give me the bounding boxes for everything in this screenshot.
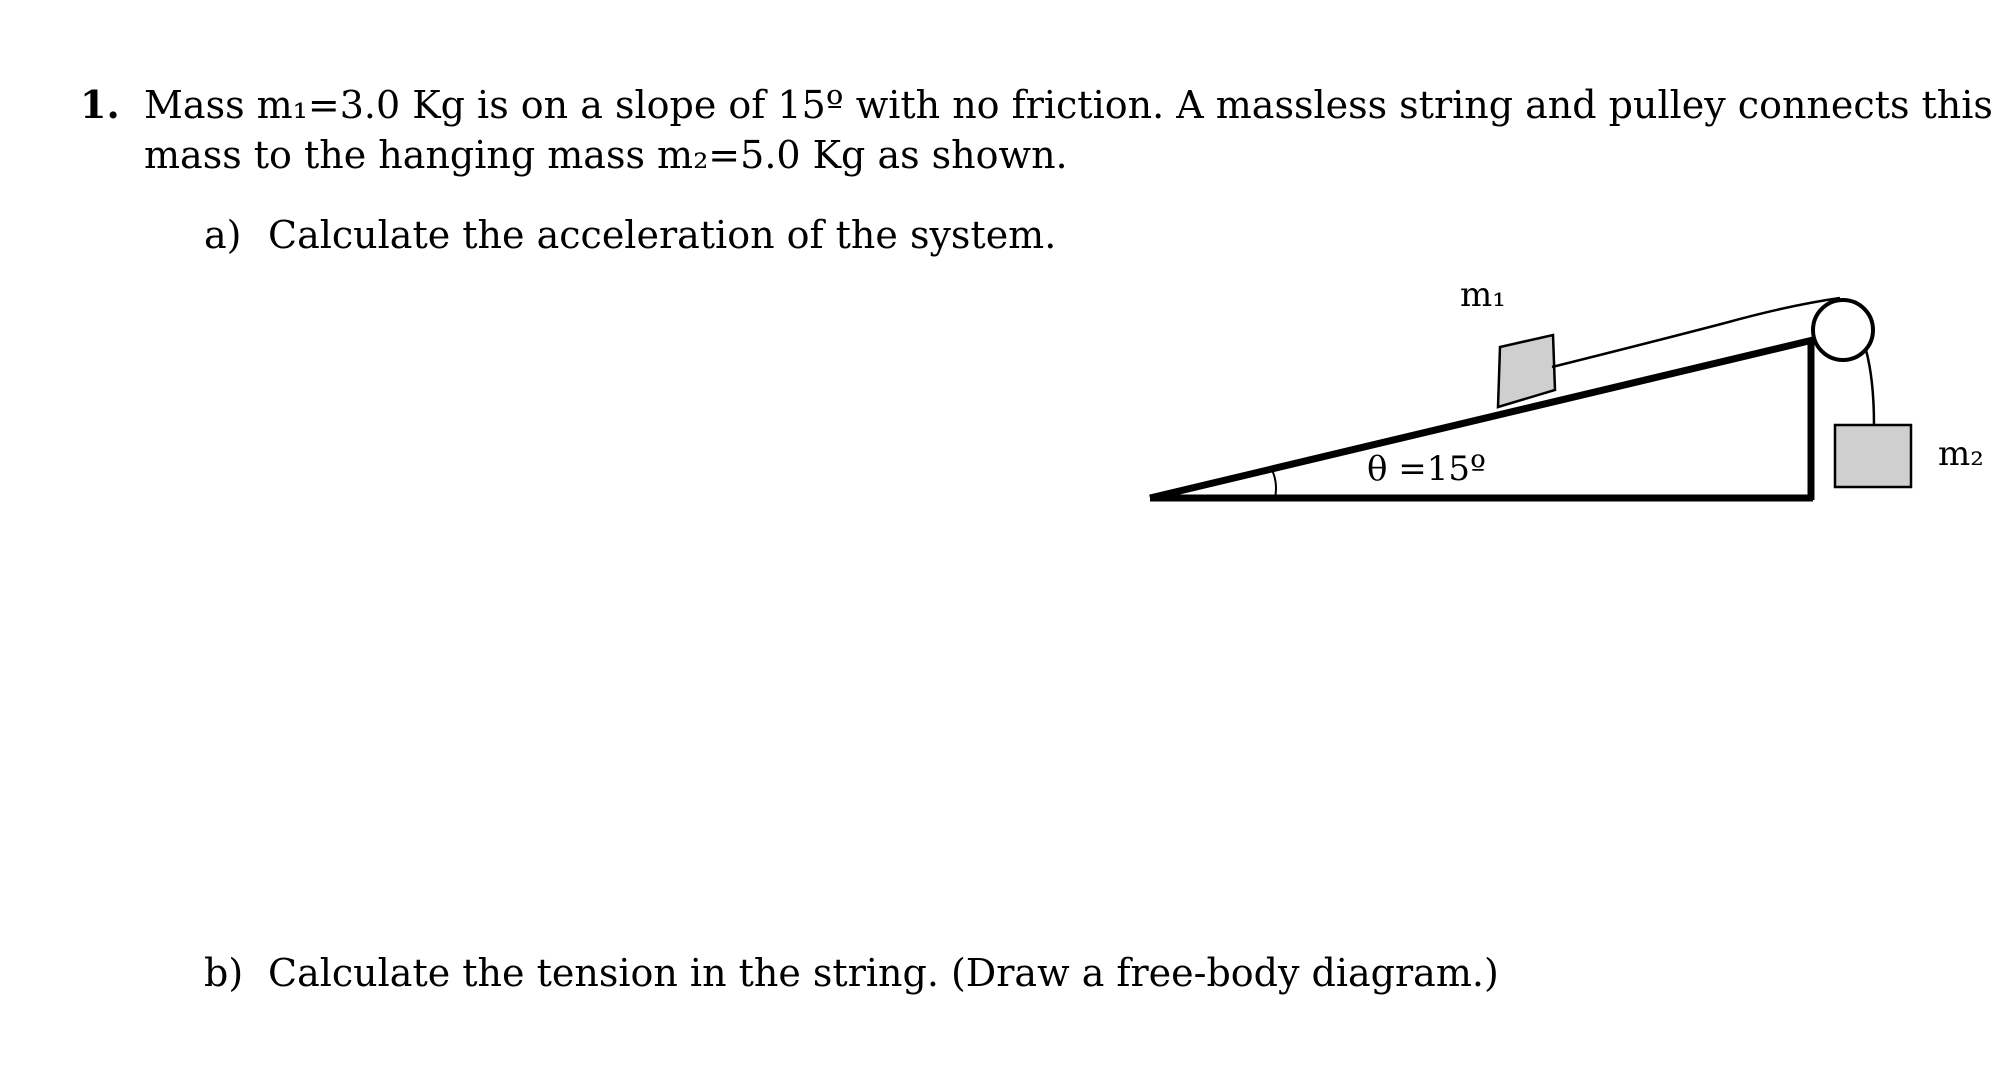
- angle-label: θ =15º: [1367, 449, 1487, 489]
- part-b: [204, 948, 1499, 998]
- string-hanging: [1866, 350, 1874, 425]
- mass1-label: m₁: [1460, 275, 1506, 315]
- angle-arc: [1272, 470, 1276, 498]
- pulley-icon: [1813, 300, 1873, 360]
- mass2-label: m₂: [1938, 434, 1984, 474]
- string-incline: [1552, 298, 1840, 367]
- question-number: 1.: [80, 82, 120, 127]
- question-text-line-1: Mass m₁=3.0 Kg is on a slope of 15º with no friction. A massless string and pulley connects this: [144, 83, 1993, 127]
- part-b-letter: b): [204, 951, 244, 995]
- mass1-block: [1498, 335, 1555, 407]
- question-text-line-2: mass to the hanging mass m₂=5.0 Kg as shown.: [144, 133, 1068, 177]
- mass2-block: [1835, 425, 1911, 487]
- part-b-text: Calculate the tension in the string. (Draw a free-body diagram.): [268, 951, 1499, 995]
- part-a-text: Calculate the acceleration of the system.: [268, 213, 1057, 257]
- part-a-letter: a): [204, 213, 242, 257]
